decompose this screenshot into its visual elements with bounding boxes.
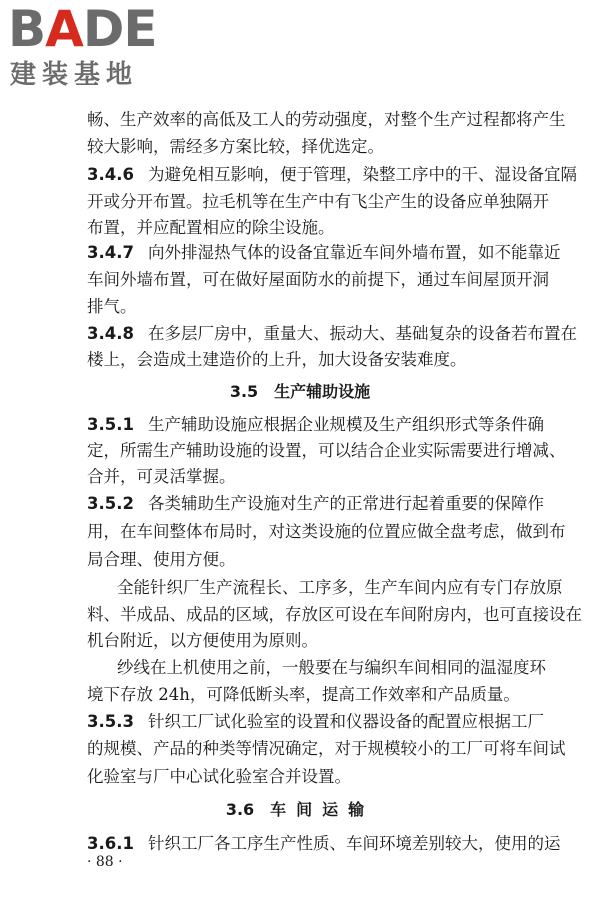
clause-number: 3.4.8 (87, 324, 134, 343)
logo-de: DE (82, 0, 157, 58)
line-text: 在多层厂房中，重量大、振动大、基础复杂的设备若布置在 (147, 324, 577, 343)
text-line (87, 685, 532, 705)
text-line (117, 658, 546, 678)
line-text: 用，在车间整体布局时，对这类设施的位置应做全盘考虑，做到布 (87, 522, 566, 541)
text-line (87, 350, 532, 370)
text-line (87, 324, 577, 344)
line-text: 纱线在上机使用之前，一般要在与编织车间相同的温湿度环 (117, 658, 546, 677)
line-text: 定，所需生产辅助设施的设置，可以结合企业实际需要进行增减、 (87, 441, 566, 460)
text-line (87, 767, 532, 787)
text-line (87, 712, 544, 732)
section-number: 3.5 (229, 382, 259, 401)
page-number: · 88 · (87, 854, 123, 870)
line-text: 排气。 (87, 297, 137, 316)
text-line (87, 550, 532, 570)
text-line (87, 297, 532, 317)
text-line (87, 605, 582, 625)
text-line (87, 739, 566, 759)
clause-number: 3.6.1 (87, 834, 134, 853)
text-line (87, 270, 549, 290)
text-line (87, 415, 544, 435)
line-text: 畅、生产效率的高低及工人的劳动强度，对整个生产过程都将产生 (87, 110, 566, 129)
line-text: 的规模、产品的种类等情况确定，对于规模较小的工厂可将车间试 (87, 739, 566, 758)
logo-a-accent: A (45, 0, 83, 58)
line-text: 车间外墙布置，可在做好屋面防水的前提下，通过车间屋顶开洞 (87, 270, 549, 289)
line-text: 化验室与厂中心试化验室合并设置。 (87, 767, 351, 786)
line-text: 为避免相互影响，便于管理，染整工序中的干、湿设备宜隔 (147, 165, 577, 184)
clause-number: 3.5.1 (87, 415, 134, 434)
line-text: 合并，可灵活掌握。 (87, 467, 236, 486)
line-text: 全能针织厂生产流程长、工序多，生产车间内应有专门存放原 (117, 578, 563, 597)
line-text: 针织工厂各工序生产性质、车间环境差别较大，使用的运 (147, 834, 561, 853)
text-line (87, 165, 577, 185)
text-line (87, 441, 566, 461)
clause-number: 3.5.2 (87, 494, 134, 513)
line-text: 开或分开布置。拉毛机等在生产中有飞尘产生的设备应单独隔开 (87, 192, 549, 211)
text-line (87, 192, 549, 212)
text-line (87, 218, 532, 238)
logo-chinese: 建装基地 (10, 60, 139, 90)
text-line (87, 631, 532, 651)
section-heading (0, 800, 600, 820)
section-title: 车间运输 (270, 800, 375, 819)
clause-number: 3.4.6 (87, 165, 134, 184)
logo-b: B (8, 0, 46, 58)
text-line (87, 467, 532, 487)
clause-number: 3.5.3 (87, 712, 134, 731)
line-text: 料、半成品、成品的区域，存放区可设在车间附房内，也可直接设在 (87, 605, 582, 624)
line-text: 境下存放 24h，可降低断头率，提高工作效率和产品质量。 (87, 685, 520, 704)
section-heading (0, 382, 600, 402)
line-text: 楼上，会造成土建造价的上升，加大设备安装难度。 (87, 350, 467, 369)
line-text: 机台附近，以方便使用为原则。 (87, 631, 318, 650)
text-line (87, 137, 532, 157)
text-line (87, 522, 566, 542)
clause-number: 3.4.7 (87, 243, 134, 262)
line-text: 针织工厂试化验室的设置和仪器设备的配置应根据工厂 (147, 712, 544, 731)
text-line (87, 834, 561, 854)
text-line (87, 243, 561, 263)
line-text: 生产辅助设施应根据企业规模及生产组织形式等条件确 (147, 415, 544, 434)
section-number: 3.6 (225, 800, 255, 819)
line-text: 各类辅助生产设施对生产的正常进行起着重要的保障作 (147, 494, 544, 513)
line-text: 向外排湿热气体的设备宜靠近车间外墙布置，如不能靠近 (147, 243, 561, 262)
text-line (87, 110, 566, 130)
line-text: 局合理、使用方便。 (87, 550, 236, 569)
text-line (87, 494, 544, 514)
text-line (117, 578, 563, 598)
section-title: 生产辅助设施 (274, 382, 371, 401)
line-text: 较大影响，需经多方案比较，择优选定。 (87, 137, 384, 156)
line-text: 布置，并应配置相应的除尘设施。 (87, 218, 335, 237)
